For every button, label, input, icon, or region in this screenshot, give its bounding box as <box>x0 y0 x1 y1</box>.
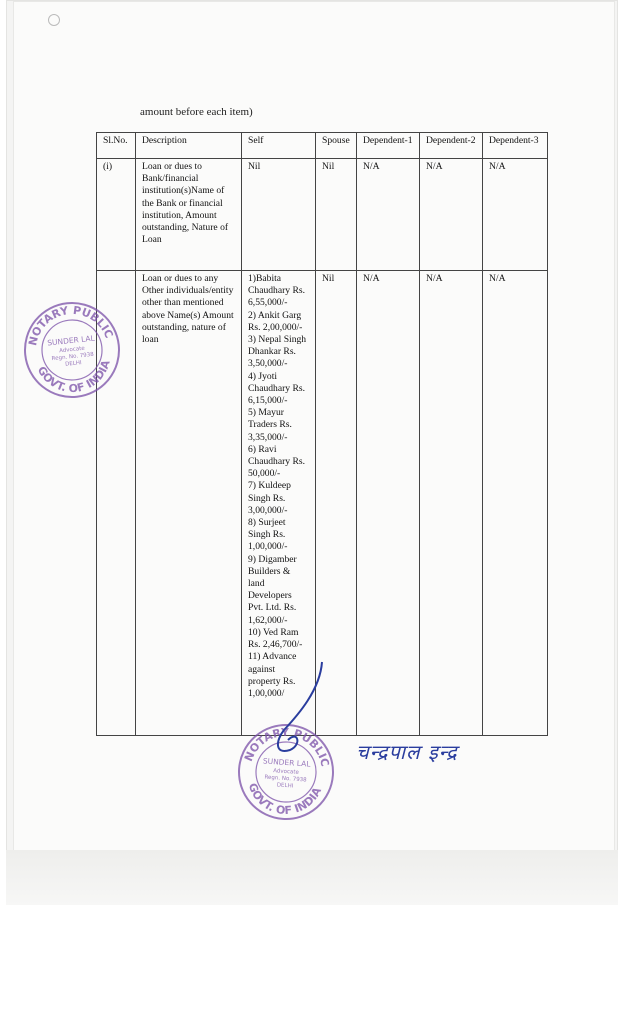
loan-entry: 3) Nepal Singh Dhankar Rs. 3,50,000/- <box>248 334 307 370</box>
cell-spouse: Nil <box>316 271 357 736</box>
svg-text:GOVT. OF INDIA: GOVT. OF INDIA <box>245 781 324 818</box>
svg-text:Regn. No. 7938: Regn. No. 7938 <box>264 774 307 784</box>
loan-entry: 1)Babita Chaudhary Rs. 6,55,000/- <box>248 273 306 309</box>
svg-text:SUNDER LAL: SUNDER LAL <box>46 333 96 348</box>
cell-description: Loan or dues to Bank/financial institution(s)Name of the Bank or financial institution, Amount outstanding, Nature of Loan <box>136 159 242 271</box>
header-dependent-1: Dependent-1 <box>357 133 420 159</box>
svg-text:NOTARY PUBLIC: NOTARY PUBLIC <box>241 725 332 768</box>
svg-text:NOTARY PUBLIC: NOTARY PUBLIC <box>26 303 116 347</box>
notary-initial-stroke <box>268 660 328 760</box>
loan-entry: 7) Kuldeep Singh Rs. 3,00,000/- <box>248 480 291 516</box>
loan-entry: 2) Ankit Garg Rs. 2,00,000/- <box>248 309 303 333</box>
loan-entry: 4) Jyoti Chaudhary Rs. 6,15,000/- <box>248 370 306 407</box>
svg-text:Advocate: Advocate <box>272 768 300 776</box>
svg-text:Advocate: Advocate <box>58 345 86 355</box>
svg-text:DELHI: DELHI <box>276 782 294 790</box>
cell-dependent-2: N/A <box>420 271 483 736</box>
cell-dependent-1: N/A <box>357 159 420 271</box>
notary-stamp-left <box>17 295 127 405</box>
header-description: Description <box>136 133 242 159</box>
svg-text:GOVT. OF INDIA: GOVT. OF INDIA <box>34 358 113 396</box>
loan-entry: 9) Digamber Builders & land Developers Pvt. Ltd. Rs. 1,62,000/- <box>248 553 297 626</box>
scan-bottom-edge <box>6 850 618 905</box>
svg-text:Regn. No. 7938: Regn. No. 7938 <box>51 351 95 363</box>
header-dependent-2: Dependent-2 <box>420 133 483 159</box>
cell-slno: (i) <box>97 159 136 271</box>
svg-text:SUNDER LAL: SUNDER LAL <box>262 756 311 769</box>
cell-dependent-1: N/A <box>357 271 420 736</box>
cell-dependent-2: N/A <box>420 159 483 271</box>
loan-entry: 5) Mayur Traders Rs. 3,35,000/- <box>248 407 292 443</box>
header-dependent-3: Dependent-3 <box>483 133 548 159</box>
header-self: Self <box>242 133 316 159</box>
loan-entry: 10) Ved Ram Rs. 2,46,700/- <box>248 626 303 651</box>
punch-hole <box>48 14 60 26</box>
cell-dependent-3: N/A <box>483 271 548 736</box>
svg-text:DELHI: DELHI <box>64 360 83 368</box>
loan-entry: 8) Surjeet Singh Rs. 1,00,000/- <box>248 517 288 553</box>
table-row <box>97 159 548 271</box>
header-note: amount before each item) <box>140 106 253 118</box>
cell-description: Loan or dues to any Other individuals/entity other than mentioned above Name(s) Amount outstanding, nature of loan <box>136 271 242 736</box>
liabilities-table <box>96 132 548 736</box>
header-slno: Sl.No. <box>97 133 136 159</box>
loan-entry: 11) Advance against property Rs. 1,00,000/ <box>248 651 297 699</box>
cell-dependent-3: N/A <box>483 159 548 271</box>
signature: चन्द्रपाल इन्द्र <box>356 740 458 764</box>
cell-spouse: Nil <box>316 159 357 271</box>
loan-entry: 6) Ravi Chaudhary Rs. 50,000/- <box>248 443 306 480</box>
header-spouse: Spouse <box>316 133 357 159</box>
table-header-row <box>97 133 548 159</box>
cell-self: Nil <box>242 159 316 271</box>
